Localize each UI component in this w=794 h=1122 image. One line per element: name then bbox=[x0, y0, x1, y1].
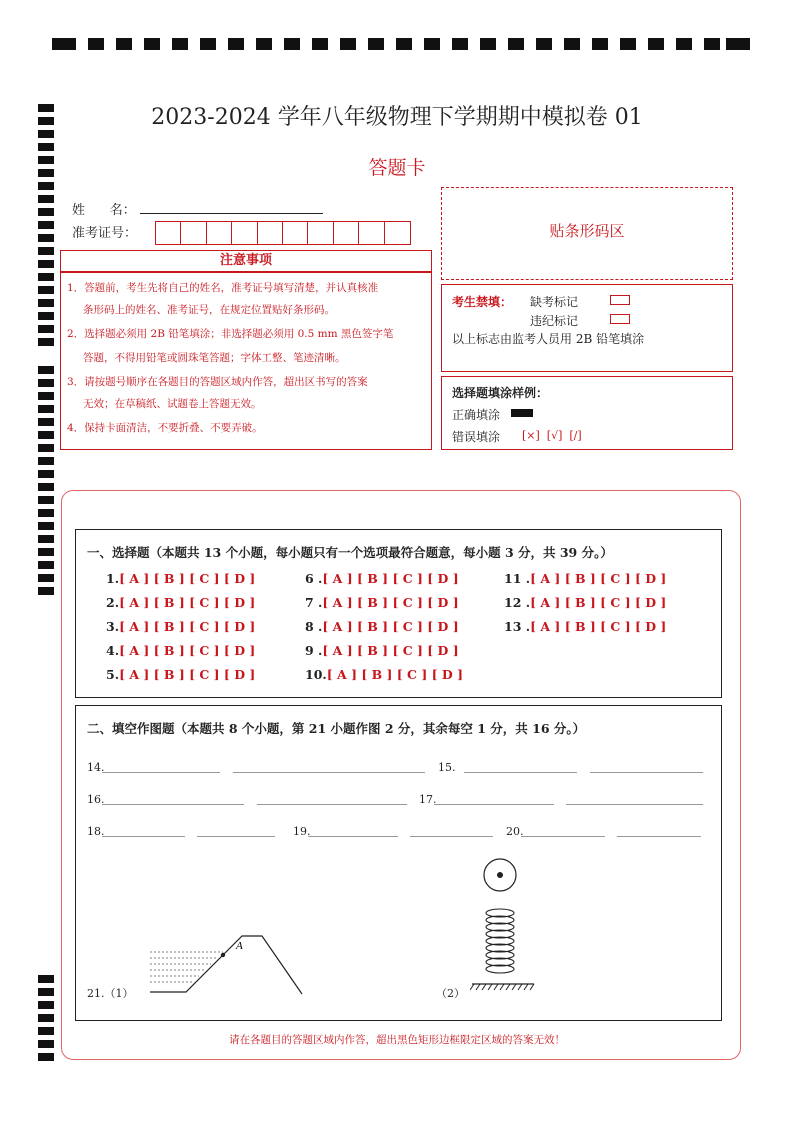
correct-fill-sample bbox=[511, 409, 533, 417]
q17-blank-2[interactable] bbox=[566, 804, 703, 805]
choice-q9[interactable]: 9 .[ A ] [ B ] [ C ] [ D ] bbox=[305, 643, 459, 658]
notice-title: 注意事项 bbox=[60, 250, 432, 272]
q17-blank-1[interactable] bbox=[434, 804, 554, 805]
barcode-area bbox=[441, 187, 733, 280]
notice-box bbox=[60, 272, 432, 450]
barcode-label: 贴条形码区 bbox=[549, 222, 625, 240]
answer-card-label: 答题卡 bbox=[368, 157, 426, 179]
q15-label: 15. bbox=[438, 761, 456, 774]
q18-blank-1[interactable] bbox=[102, 836, 185, 837]
q16-label: 16. bbox=[87, 793, 105, 806]
choice-q11[interactable]: 11 .[ A ] [ B ] [ C ] [ D ] bbox=[504, 571, 667, 586]
top-timing-marks bbox=[52, 38, 750, 51]
exam-id-label: 准考证号： bbox=[72, 226, 138, 241]
q20-blank-1[interactable] bbox=[521, 836, 605, 837]
q16-blank-2[interactable] bbox=[257, 804, 407, 805]
q20-blank-2[interactable] bbox=[617, 836, 701, 837]
prohibited-box bbox=[441, 284, 733, 372]
notice-item: 3．请按题号顺序在各题目的答题区域内作答，超出区书写的答案 bbox=[67, 376, 368, 388]
prohibited-note: 以上标志由监考人员用 2B 铅笔填涂 bbox=[452, 332, 645, 346]
notice-item: 4．保持卡面清洁，不要折叠、不要弄破。 bbox=[67, 422, 263, 434]
q18-blank-2[interactable] bbox=[197, 836, 275, 837]
q15-blank-2[interactable] bbox=[590, 772, 703, 773]
notice-item: 答题，不得用铅笔或圆珠笔答题；字体工整、笔迹清晰。 bbox=[83, 352, 346, 364]
choice-q6[interactable]: 6 .[ A ] [ B ] [ C ] [ D ] bbox=[305, 571, 459, 586]
q19-label: 19. bbox=[293, 825, 311, 838]
correct-fill-label: 正确填涂 bbox=[452, 408, 501, 422]
notice-item: 无效；在草稿纸、试题卷上答题无效。 bbox=[83, 398, 262, 410]
wrong-fill-label: 错误填涂 bbox=[452, 430, 501, 444]
choice-q3[interactable]: 3.[ A ] [ B ] [ C ] [ D ] bbox=[106, 619, 256, 634]
exam-id-cells[interactable] bbox=[155, 221, 411, 245]
choice-q12[interactable]: 12 .[ A ] [ B ] [ C ] [ D ] bbox=[504, 595, 667, 610]
choice-q10[interactable]: 10.[ A ] [ B ] [ C ] [ D ] bbox=[305, 667, 463, 682]
choice-q5[interactable]: 5.[ A ] [ B ] [ C ] [ D ] bbox=[106, 667, 256, 682]
violation-mark-label: 违纪标记 bbox=[530, 314, 579, 328]
prohibited-label: 考生禁填： bbox=[452, 295, 513, 309]
footer-note: 请在各题目的答题区域内作答，超出黑色矩形边框限定区域的答案无效！ bbox=[229, 1034, 565, 1046]
q14-blank-2[interactable] bbox=[233, 772, 425, 773]
page-title: 2023-2024 学年八年级物理下学期期中模拟卷 01 bbox=[151, 105, 643, 130]
ball-spring-diagram[interactable] bbox=[470, 855, 540, 995]
name-field[interactable] bbox=[140, 213, 323, 214]
choice-q1[interactable]: 1.[ A ] [ B ] [ C ] [ D ] bbox=[106, 571, 256, 586]
point-a-label: A bbox=[236, 940, 243, 952]
q15-blank-1[interactable] bbox=[464, 772, 577, 773]
choice-q7[interactable]: 7 .[ A ] [ B ] [ C ] [ D ] bbox=[305, 595, 459, 610]
q21-part1-label: 21.（1） bbox=[87, 987, 134, 1000]
fill-section-title: 二、填空作图题（本题共 8 个小题，第 21 小题作图 2 分，其余每空 1 分，共 16 分。） bbox=[87, 721, 586, 736]
name-label: 姓 名： bbox=[72, 203, 136, 218]
q20-label: 20. bbox=[506, 825, 524, 838]
q19-blank-2[interactable] bbox=[410, 836, 493, 837]
q16-blank-1[interactable] bbox=[102, 804, 244, 805]
fill-example-box bbox=[441, 376, 733, 450]
notice-item: 2．选择题必须用 2B 铅笔填涂；非选择题必须用 0.5 mm 黑色签字笔 bbox=[67, 328, 394, 340]
choice-q8[interactable]: 8 .[ A ] [ B ] [ C ] [ D ] bbox=[305, 619, 459, 634]
absent-mark-label: 缺考标记 bbox=[530, 295, 579, 309]
choice-section-title: 一、选择题（本题共 13 个小题，每小题只有一个选项最符合题意，每小题 3 分，共 39 分。） bbox=[87, 545, 613, 560]
q18-label: 18. bbox=[87, 825, 105, 838]
q17-label: 17. bbox=[419, 793, 437, 806]
q19-blank-1[interactable] bbox=[308, 836, 398, 837]
q14-blank-1[interactable] bbox=[102, 772, 220, 773]
fill-example-title: 选择题填涂样例： bbox=[452, 386, 549, 400]
wrong-fill-samples: [×] [√] [/] bbox=[522, 429, 582, 442]
choice-q4[interactable]: 4.[ A ] [ B ] [ C ] [ D ] bbox=[106, 643, 256, 658]
q21-part2-label: （2） bbox=[436, 987, 465, 1000]
choice-q2[interactable]: 2.[ A ] [ B ] [ C ] [ D ] bbox=[106, 595, 256, 610]
choice-q13[interactable]: 13 .[ A ] [ B ] [ C ] [ D ] bbox=[504, 619, 667, 634]
notice-item: 条形码上的姓名、准考证号，在规定位置贴好条形码。 bbox=[83, 304, 335, 316]
notice-item: 1．答题前，考生先将自己的姓名，准考证号填写清楚，并认真核准 bbox=[67, 282, 379, 294]
q14-label: 14. bbox=[87, 761, 105, 774]
container-diagram[interactable] bbox=[140, 930, 310, 1000]
violation-mark-box[interactable] bbox=[610, 314, 630, 324]
absent-mark-box[interactable] bbox=[610, 295, 630, 305]
